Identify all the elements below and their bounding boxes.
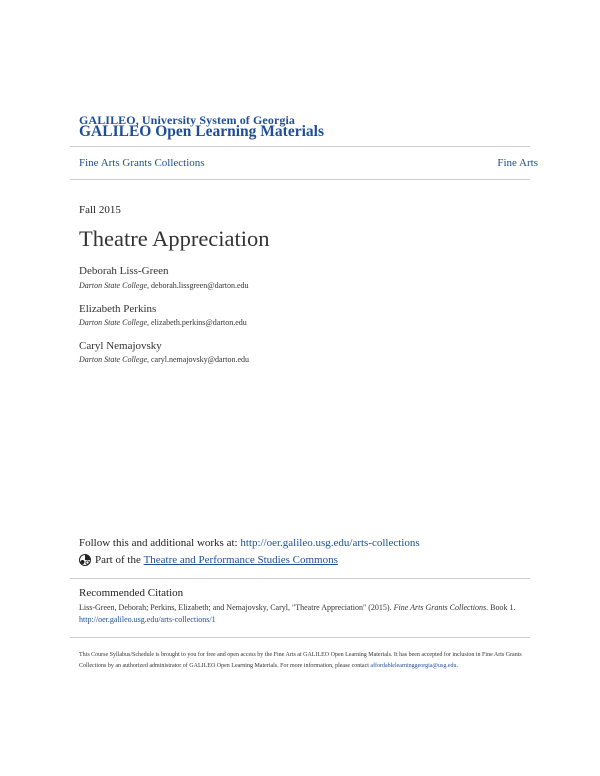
citation-collection: Fine Arts Grants Collections [393, 603, 487, 612]
notice-end: . [456, 663, 459, 669]
access-notice [79, 650, 529, 672]
divider-top [70, 146, 530, 147]
citation-main: Liss-Green, Deborah; Perkins, Elizabeth; and Nemajovsky, Caryl, "Theatre Appreciation" (2015). [79, 603, 394, 612]
breadcrumb-department[interactable]: Fine Arts [497, 157, 538, 169]
author-name: Deborah Liss-Green [79, 265, 169, 277]
notice-text: This Course Syllabus/Schedule is brought to you for free and open access by the Fine Arts at GALILEO Open Learning Materials. It has been accepted for inclusion in Fine Arts Grants Collections by an authorized administrator of GALILEO Open Learning Materials. For more information, please contact [79, 652, 522, 669]
commons-network-icon [79, 554, 91, 566]
repository-name[interactable]: GALILEO Open Learning Materials [79, 123, 324, 140]
author-affiliation: Darton State College, elizabeth.perkins@darton.edu [79, 318, 247, 327]
contact-email-link[interactable]: affordablelearninggeorgia@usg.edu [370, 663, 457, 669]
citation-text [79, 602, 529, 626]
part-of-label: Part of the [95, 554, 141, 566]
follow-line [79, 537, 420, 549]
college-name: Darton State College [79, 355, 147, 364]
theatre-commons-link[interactable]: Theatre and Performance Studies Commons [143, 554, 338, 566]
divider-notice [70, 637, 530, 638]
publication-date: Fall 2015 [79, 204, 121, 216]
citation-end: . Book 1. [486, 603, 516, 612]
follow-label: Follow this and additional works at: [79, 537, 241, 549]
author-affiliation: Darton State College, deborah.lissgreen@darton.edu [79, 281, 249, 290]
author-email[interactable]: deborah.lissgreen@darton.edu [151, 281, 249, 290]
document-title: Theatre Appreciation [79, 226, 270, 251]
college-name: Darton State College [79, 281, 147, 290]
author-name: Caryl Nemajovsky [79, 340, 162, 352]
part-of-line [79, 554, 338, 566]
collection-url-link[interactable]: http://oer.galileo.usg.edu/arts-collections [240, 537, 420, 549]
institution-name[interactable]: GALILEO, University System of Georgia [79, 113, 296, 127]
college-name: Darton State College [79, 318, 147, 327]
divider-breadcrumb [70, 179, 530, 180]
author-email[interactable]: elizabeth.perkins@darton.edu [151, 318, 247, 327]
divider-citation [70, 578, 530, 579]
author-email[interactable]: caryl.nemajovsky@darton.edu [151, 355, 250, 364]
author-name: Elizabeth Perkins [79, 303, 157, 315]
breadcrumb-collection[interactable]: Fine Arts Grants Collections [79, 157, 205, 169]
author-affiliation: Darton State College, caryl.nemajovsky@darton.edu [79, 355, 250, 364]
citation-heading: Recommended Citation [79, 587, 184, 599]
citation-url-link[interactable]: http://oer.galileo.usg.edu/arts-collections/1 [79, 615, 216, 624]
